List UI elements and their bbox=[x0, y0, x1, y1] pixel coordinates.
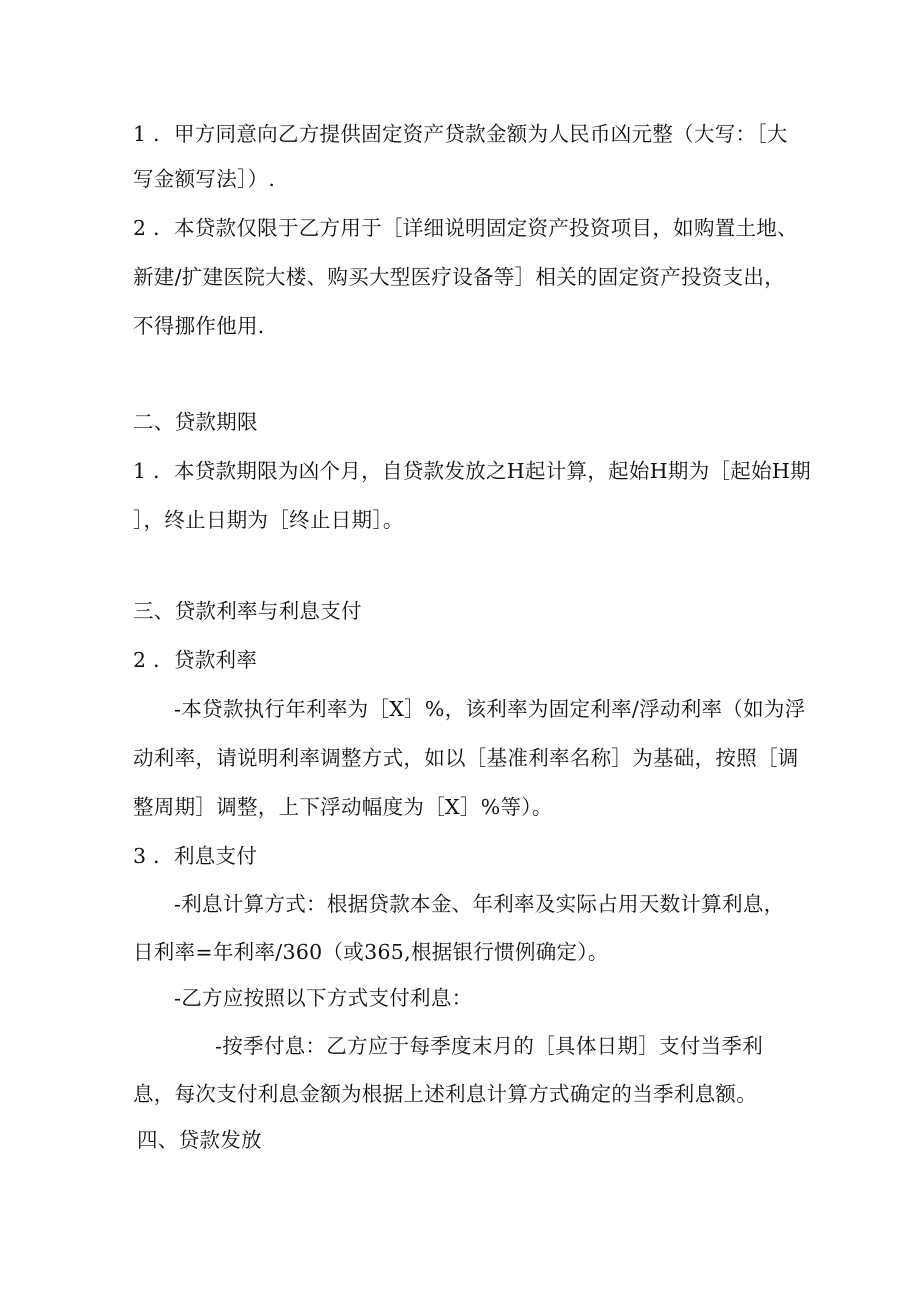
text-line: 息，每次支付利息金额为根据上述利息计算方式确定的当季利息额。 bbox=[133, 1082, 757, 1106]
text-line: -按季付息：乙方应于每季度末月的［具体日期］支付当季利 bbox=[215, 1034, 764, 1058]
text-line: 2 ．贷款利率 bbox=[133, 648, 258, 672]
text-line: 日利率=年利率/360（或365,根据银行惯例确定）。 bbox=[133, 940, 609, 964]
text-line: 2 ．本贷款仅限于乙方用于［详细说明固定资产投资项目，如购置土地、 bbox=[133, 216, 798, 240]
text-line: 不得挪作他用. bbox=[133, 314, 265, 338]
text-line: -利息计算方式：根据贷款本金、年利率及实际占用天数计算利息， bbox=[174, 892, 785, 916]
text-line: 动利率，请说明利率调整方式，如以［基准利率名称］为基础，按照［调 bbox=[133, 746, 799, 770]
text-line: 整周期］调整，上下浮动幅度为［X］%等）。 bbox=[133, 795, 553, 819]
section-heading: 四、贷款发放 bbox=[137, 1128, 262, 1152]
text-line: -乙方应按照以下方式支付利息： bbox=[174, 986, 473, 1010]
text-line: 1 ．本贷款期限为凶个月，自贷款发放之H起计算，起始H期为［起始H期 bbox=[133, 459, 811, 483]
section-heading: 二、贷款期限 bbox=[133, 410, 258, 434]
text-line: ］，终止日期为［终止日期］。 bbox=[133, 508, 404, 532]
text-line: -本贷款执行年利率为［X］%，该利率为固定利率/浮动利率（如为浮 bbox=[174, 697, 806, 721]
section-heading: 三、贷款利率与利息支付 bbox=[133, 599, 362, 623]
text-line: 写金额写法］）. bbox=[133, 167, 276, 191]
text-line: 新建/扩建医院大楼、购买大型医疗设备等］相关的固定资产投资支出， bbox=[133, 265, 786, 289]
text-line: 1 ．甲方同意向乙方提供固定资产贷款金额为人民币凶元整（大写：［大 bbox=[133, 122, 788, 146]
text-line: 3 ．利息支付 bbox=[133, 844, 258, 868]
